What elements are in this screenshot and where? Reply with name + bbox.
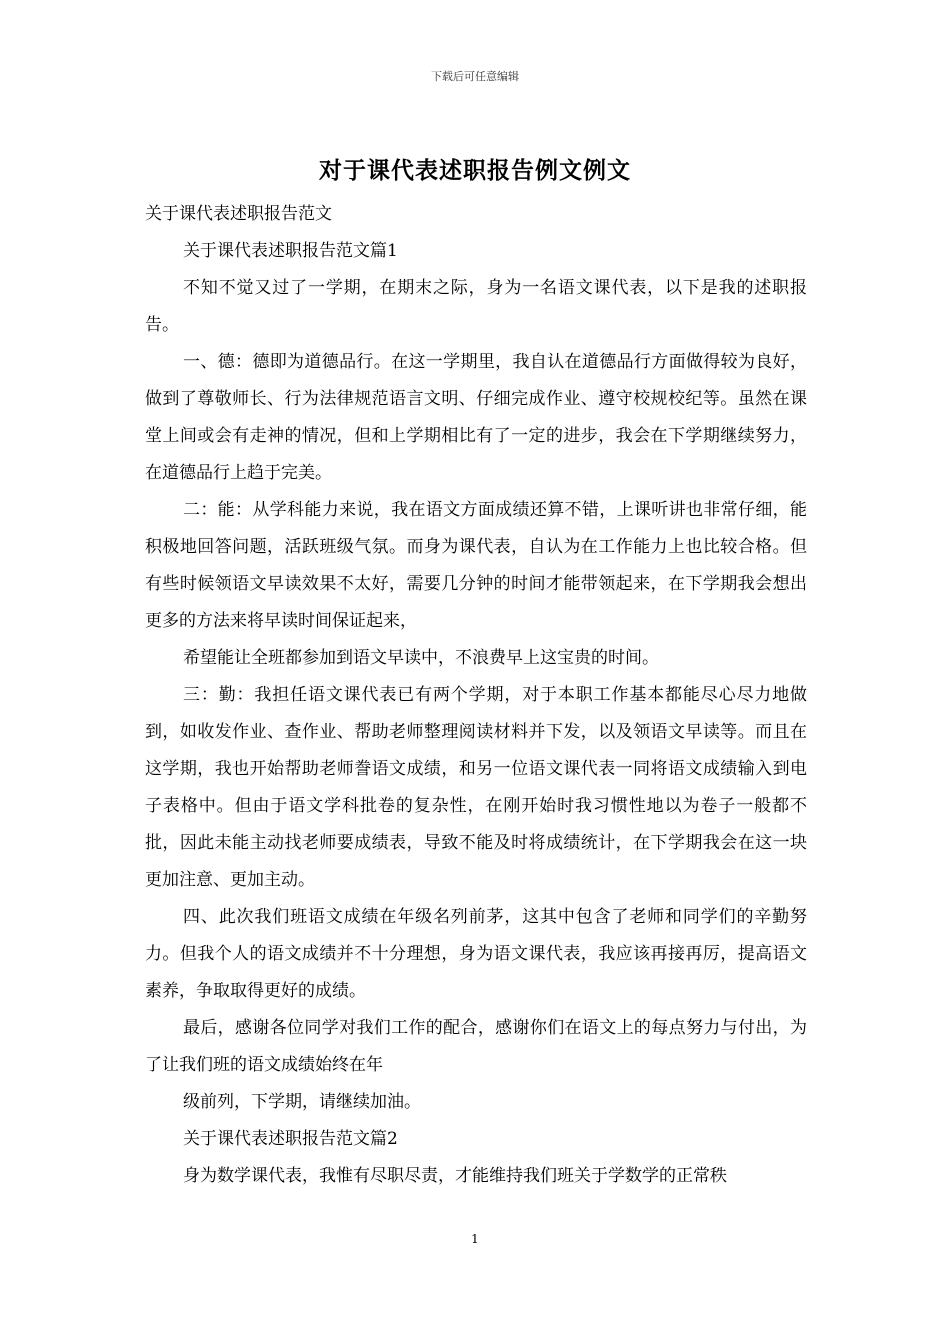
body-paragraph: 不知不觉又过了一学期，在期末之际，身为一名语文课代表，以下是我的述职报告。 bbox=[145, 278, 807, 335]
body-paragraph: 最后，感谢各位同学对我们工作的配合，感谢你们在语文上的每点努力与付出，为了让我们班的语文成绩始终在年 bbox=[145, 1018, 807, 1075]
body-paragraph: 二：能：从学科能力来说，我在语文方面成绩还算不错，上课听讲也非常仔细，能积极地回答问题，活跃班级气氛。而身为课代表，自认为在工作能力上也比较合格。但有些时候领语文早读效果不太好，需要几分钟的时间才能带领起来，在下学期我会想出更多的方法来将早读时间保证起来， bbox=[145, 500, 807, 631]
body-paragraph: 希望能让全班都参加到语文早读中，不浪费早上这宝贵的时间。 bbox=[183, 648, 659, 668]
body-paragraph: 关于课代表述职报告范文篇2 bbox=[183, 1129, 398, 1149]
page-number: 1 bbox=[471, 1232, 479, 1246]
body-paragraph: 关于课代表述职报告范文篇1 bbox=[183, 241, 398, 261]
document-title: 对于课代表述职报告例文例文 bbox=[319, 157, 631, 184]
document-body bbox=[145, 196, 807, 1195]
header-note: 下载后可任意编辑 bbox=[431, 70, 519, 83]
body-paragraph: 四、此次我们班语文成绩在年级名列前茅，这其中包含了老师和同学们的辛勤努力。但我个人的语文成绩并不十分理想，身为语文课代表，我应该再接再厉，提高语文素养，争取取得更好的成绩。 bbox=[145, 907, 807, 1001]
body-paragraph: 关于课代表述职报告范文 bbox=[145, 204, 332, 224]
body-paragraph: 一、德：德即为道德品行。在这一学期里，我自认在道德品行方面做得较为良好，做到了尊敬师长、行为法律规范语言文明、仔细完成作业、遵守校规校纪等。虽然在课堂上间或会有走神的情况，但和上学期相比有了一定的进步，我会在下学期继续努力，在道德品行上趋于完美。 bbox=[145, 352, 807, 483]
body-paragraph: 级前列，下学期，请继续加油。 bbox=[183, 1092, 421, 1112]
body-paragraph: 身为数学课代表，我惟有尽职尽责，才能维持我们班关于学数学的正常秩 bbox=[183, 1166, 727, 1186]
body-paragraph: 三：勤：我担任语文课代表已有两个学期，对于本职工作基本都能尽心尽力地做到，如收发作业、查作业、帮助老师整理阅读材料并下发，以及领语文早读等。而且在这学期，我也开始帮助老师誊语文成绩，和另一位语文课代表一同将语文成绩输入到电子表格中。但由于语文学科批卷的复杂性，在刚开始时我习惯性地以为卷子一般都不批，因此未能主动找老师要成绩表，导致不能及时将成绩统计，在下学期我会在这一块更加注意、更加主动。 bbox=[145, 685, 807, 890]
